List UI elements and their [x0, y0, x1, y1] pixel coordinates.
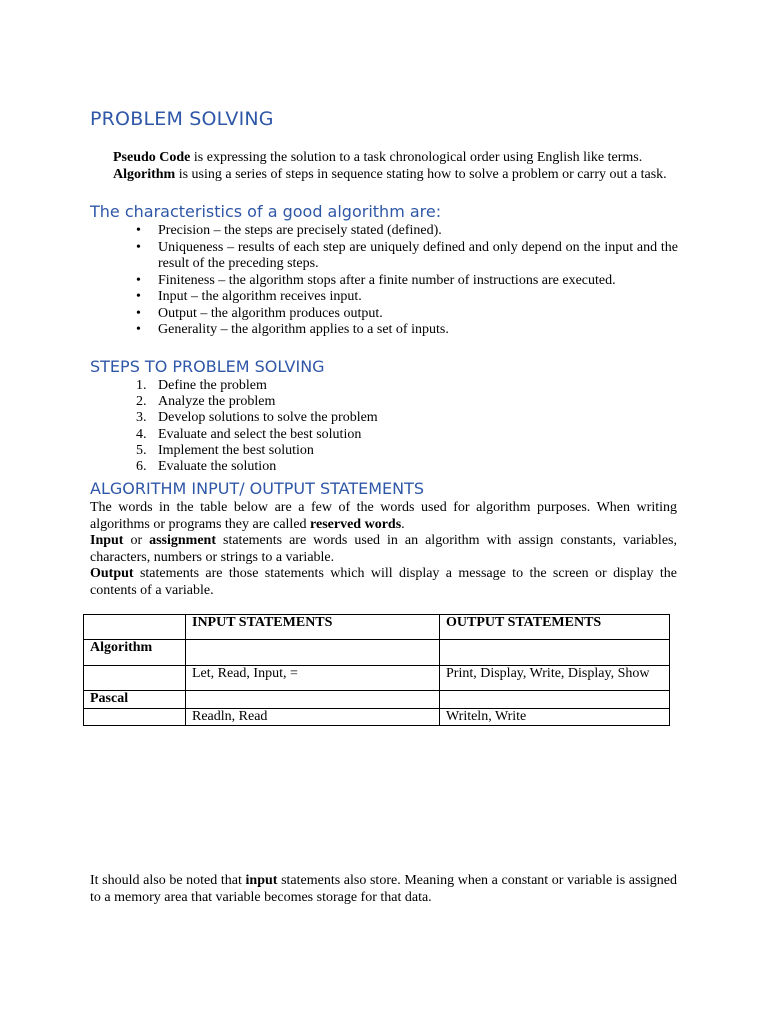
paragraph-text: statements are those statements which will display a message to the screen or display the contents of a variable. [90, 566, 677, 598]
list-item [136, 378, 378, 394]
characteristics-list [136, 223, 678, 339]
list-item [136, 426, 378, 443]
table-cell [186, 640, 440, 666]
algorithm-definition [113, 167, 693, 184]
table-cell [440, 691, 670, 709]
table-cell [84, 709, 186, 726]
list-item-text: Finiteness – the algorithm stops after a finite number of instructions are executed. [158, 272, 616, 288]
input-term: input [245, 873, 278, 888]
bullet-icon: • [136, 289, 141, 304]
table-cell [186, 691, 440, 709]
list-item [136, 459, 378, 475]
characteristics-heading: The characteristics of a good algorithm are: [90, 202, 442, 221]
header-text: INPUT STATEMENTS [192, 615, 333, 630]
list-item [136, 394, 378, 410]
bullet-icon: • [136, 322, 141, 337]
table-row [84, 709, 670, 726]
reserved-words-paragraph [90, 500, 677, 533]
step-number: 6. [136, 459, 147, 475]
table-cell: Writeln, Write [440, 709, 670, 726]
input-paragraph [90, 533, 677, 566]
table-row [84, 640, 670, 666]
step-text: Develop solutions to solve the problem [158, 410, 378, 426]
step-text: Analyze the problem [158, 394, 276, 410]
table-cell: Readln, Read [186, 709, 440, 726]
list-item [136, 305, 678, 323]
bullet-icon: • [136, 305, 141, 321]
table-header-row [84, 615, 670, 640]
list-item-text: Output – the algorithm produces output. [158, 305, 383, 321]
list-item [136, 239, 678, 273]
step-text: Evaluate the solution [158, 459, 277, 475]
page-title: PROBLEM SOLVING [90, 108, 274, 130]
bullet-icon: • [136, 272, 141, 288]
output-term: Output [90, 566, 134, 581]
list-item-text: Uniqueness – results of each step are uniquely defined and only depend on the input and the result of the preceding steps. [158, 239, 678, 271]
paragraph-text: statements also store. Meaning when a constant or variable is assigned to a memory area that variable becomes storage for that data. [90, 873, 677, 905]
table-cell [440, 640, 670, 666]
pseudo-code-term: Pseudo Code [113, 150, 191, 165]
table-header-input [186, 615, 440, 640]
step-number: 4. [136, 426, 147, 442]
header-text: OUTPUT STATEMENTS [446, 615, 602, 630]
table-cell [84, 666, 186, 691]
bullet-icon: • [136, 223, 141, 238]
list-item [136, 322, 678, 339]
table-header-output [440, 615, 670, 640]
step-number: 3. [136, 410, 147, 426]
algorithm-text: is using a series of steps in sequence stating how to solve a problem or carry out a task. [175, 166, 667, 182]
step-text: Evaluate and select the best solution [158, 426, 362, 442]
paragraph-text: or [123, 533, 150, 548]
statements-table [83, 614, 670, 726]
input-term: Input [90, 533, 124, 548]
output-paragraph [90, 566, 677, 599]
paragraph-text: statements are words used in an algorithm with assign constants, variables, characters, numbers or strings to a variable. [90, 533, 677, 565]
row-label-text: Algorithm [90, 640, 153, 655]
algorithm-term: Algorithm [113, 166, 176, 182]
note-paragraph [90, 873, 677, 906]
table-row [84, 666, 670, 691]
list-item [136, 410, 378, 426]
steps-heading: STEPS TO PROBLEM SOLVING [90, 357, 325, 376]
io-heading: ALGORITHM INPUT/ OUTPUT STATEMENTS [90, 479, 425, 498]
table-cell: Let, Read, Input, = [186, 666, 440, 691]
list-item [136, 289, 678, 306]
steps-list [136, 378, 378, 475]
paragraph-text: It should also be noted that [90, 873, 246, 888]
row-label-algorithm [84, 640, 186, 666]
step-number: 5. [136, 442, 147, 458]
list-item [136, 223, 678, 240]
table-row [84, 691, 670, 709]
step-text: Define the problem [158, 378, 267, 393]
step-number: 2. [136, 394, 147, 410]
pseudo-code-text: is expressing the solution to a task chronological order using English like terms. [190, 150, 643, 165]
step-text: Implement the best solution [158, 442, 314, 458]
pseudo-code-definition [113, 150, 693, 167]
paragraph-text: The words in the table below are a few of the words used for algorithm purposes. When writing algorithms or programs they are called [90, 500, 677, 532]
table-cell: Print, Display, Write, Display, Show [440, 666, 670, 691]
bullet-icon: • [136, 239, 141, 255]
list-item [136, 442, 378, 459]
list-item-text: Precision – the steps are precisely stated (defined). [158, 223, 442, 238]
paragraph-text: . [401, 516, 405, 532]
step-number: 1. [136, 378, 147, 393]
definitions [113, 150, 693, 183]
table-cell [84, 615, 186, 640]
reserved-words-term: reserved words [310, 516, 402, 532]
list-item-text: Input – the algorithm receives input. [158, 289, 362, 304]
row-label-pascal [84, 691, 186, 709]
list-item [136, 272, 678, 290]
row-label-text: Pascal [90, 691, 129, 706]
list-item-text: Generality – the algorithm applies to a set of inputs. [158, 322, 449, 337]
assignment-term: assignment [149, 533, 217, 548]
